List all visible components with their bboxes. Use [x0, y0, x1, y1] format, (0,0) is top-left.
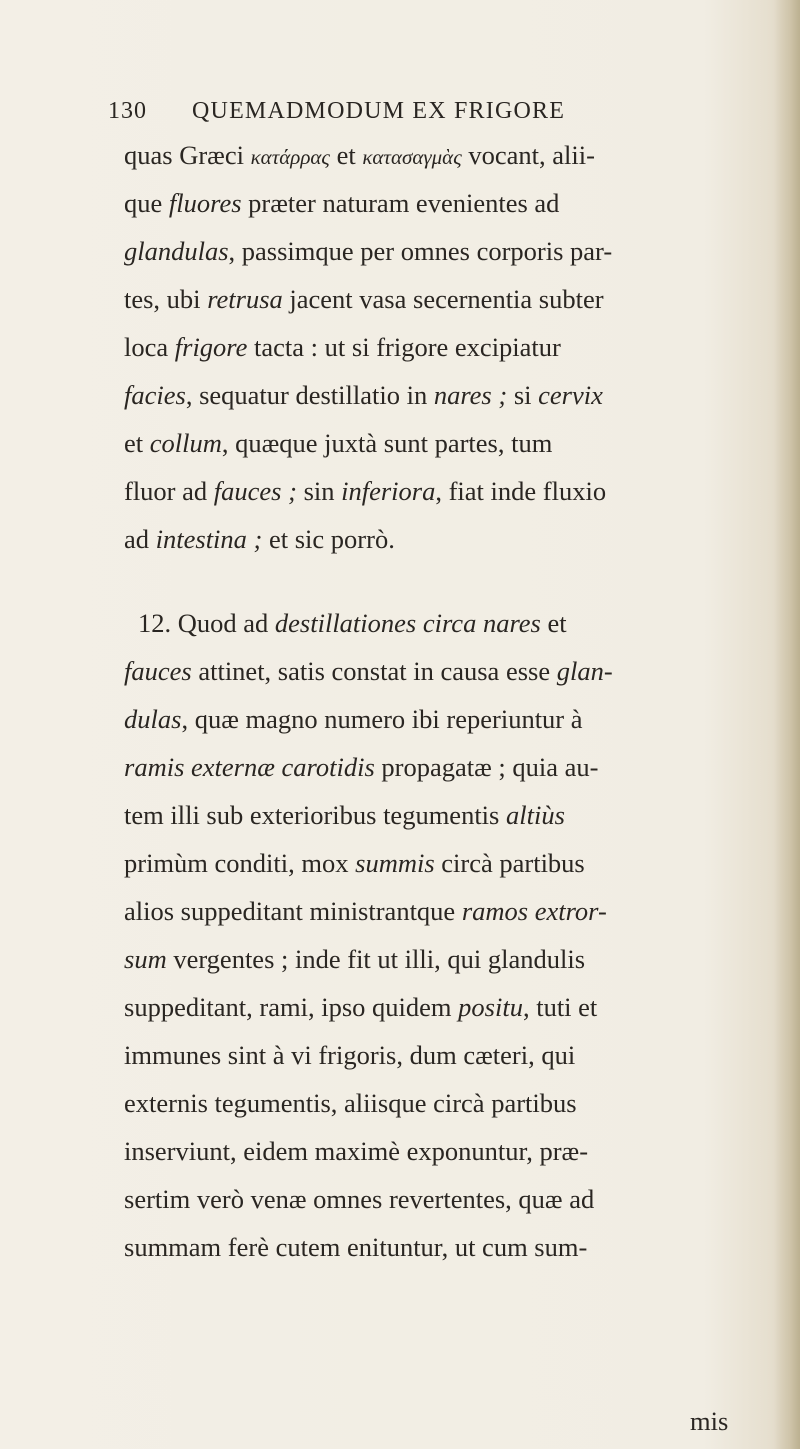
text-line: sum vergentes ; inde fit ut illi, qui glandulis	[124, 944, 586, 974]
text-line: facies, sequatur destillatio in nares ; si cervix	[124, 380, 603, 410]
text-line: loca frigore tacta : ut si frigore excipiatur	[124, 332, 561, 362]
text-line: ramis externæ carotidis propagatæ ; quia au-	[124, 752, 599, 782]
text-line: sertim verò venæ omnes revertentes, quæ ad	[124, 1184, 595, 1214]
text-line: suppeditant, rami, ipso quidem positu, tuti et	[124, 992, 598, 1022]
text-line: inserviunt, eidem maximè exponuntur, præ-	[124, 1136, 589, 1166]
catchword: mis	[690, 1406, 729, 1436]
text-line: tem illi sub exterioribus tegumentis altiùs	[124, 800, 565, 830]
page-number: 130	[108, 98, 147, 124]
text-line: externis tegumentis, aliisque circà partibus	[124, 1088, 577, 1118]
text-line: tes, ubi retrusa jacent vasa secernentia subter	[124, 284, 604, 314]
text-line: quas Græci κατάρρας et κατασαγμὰς vocant, alii-	[124, 140, 595, 170]
text-line: summam ferè cutem enituntur, ut cum sum-	[124, 1232, 588, 1262]
text-line: et collum, quæque juxtà sunt partes, tum	[124, 428, 553, 458]
text-line: immunes sint à vi frigoris, dum cæteri, qui	[124, 1040, 576, 1070]
text-line: glandulas, passimque per omnes corporis par-	[124, 236, 613, 266]
text-line: dulas, quæ magno numero ibi reperiuntur à	[124, 704, 583, 734]
running-head: QUEMADMODUM EX FRIGORE	[192, 98, 566, 124]
text-line: fluor ad fauces ; sin inferiora, fiat inde fluxio	[124, 476, 607, 506]
text-line: primùm conditi, mox summis circà partibus	[124, 848, 585, 878]
text-line: alios suppeditant ministrantque ramos extror-	[124, 896, 607, 926]
page-header	[108, 98, 748, 138]
text-line: fauces attinet, satis constat in causa esse glan-	[124, 656, 613, 686]
text-line: ad intestina ; et sic porrò.	[124, 524, 395, 554]
text-line: 12. Quod ad destillationes circa nares et	[138, 608, 567, 638]
page-edge-shadow	[774, 0, 800, 1449]
text-line: que fluores præter naturam evenientes ad	[124, 188, 560, 218]
